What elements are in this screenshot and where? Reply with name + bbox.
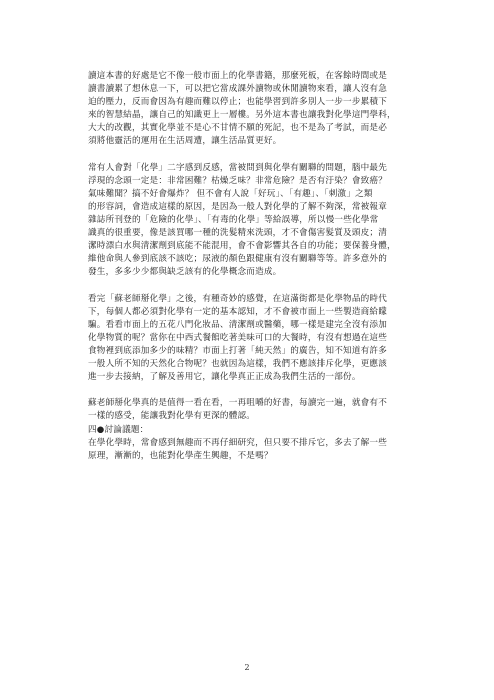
- body-text: [88, 70, 406, 463]
- paragraph-3: 看完「蘇老師掰化學」之後，有種奇妙的感覺，在這滿街都是化學物品的時代 下，每個人都必須對化學有一定的基本認知，才不會被市面上一些製造商給矇 騙。看看市面上的五花八門化妝品、清潔劑或醫藥，哪一樣是建完全沒有添加 化學物質的呢？當你在中西式餐館吃著美味可口的大餐時，有沒有想過在這些 食物裡到底添加多少的味精？市面上打著「純天然」的廣告，知不知道有許多 一般人所不知的天然化合物呢？也就因為這樣，我們不應該排斥化學，更應該 進一步去接納，了解及善用它，讓化學真正正成為我們生活的一部份。: [88, 293, 387, 383]
- discussion-heading: 四●討論議題：: [88, 424, 149, 435]
- paragraph-1: 讀這本書的好處是它不像一般市面上的化學書籍，那麼死板，在客餘時間或是 讀書讀累了想休息一下，可以把它當成課外讀物或休閒讀物來看，讓人沒有急 迫的壓力，反而會因為有趣而難以停止；也能學習到許多別人一步一步累積下 來的智慧結晶，讓自己的知識更上一層樓。另外這本書也讓我對化學這門學科， 大大的改觀，其實化學並不是心不甘情不願的死記，也不是為了考試，而是必 須將他靈活的運用在生活周遭，讓生活品質更好。: [88, 71, 396, 147]
- page-number: 2: [244, 663, 250, 672]
- paragraph-4: 蘇老師掰化學真的是值得一看在看，一再咀嚼的好書，每讀完一遍，就會有不 一樣的感受，能讓我對化學有更深的體認。: [88, 398, 387, 422]
- discussion-text: 在學化學時，常會感到無趣而不再仔細研究，但只要不排斥它，多去了解一些 原理，漸漸的，也能對化學產生興趣，不是嗎？: [88, 437, 387, 461]
- paragraph-2: 常有人會對「化學」二字感到反感，當被問到與化學有關聯的問題，腦中最先 浮現的念頭一定是：非常困難？枯燥乏味？非常危險？是否有汙染？會致癌？ 氣味難聞？搞不好會爆炸？ 但不會有人說「好玩」、「有趣」、「刺激」之類 的形容詞，會造成這樣的原因，是因為一般人對化學的了解不夠深，常被報章 雜誌所刊登的「危險的化學」、「有毒的化學」等給誤導，所以慢一些化學常 識真的很重要，像是該買哪一種的洗髮精來洗頭，才不會傷害髮質及頭皮；清 潔時漂白水與清潔劑到底能不能混用，會不會影響其各自的功能；要保養身體， 維他命與人參到底該不該吃；尿液的顏色跟健康有沒有關聯等等。許多意外的 發生，多多少少都與缺乏該有的化學概念而造成。: [88, 162, 396, 278]
